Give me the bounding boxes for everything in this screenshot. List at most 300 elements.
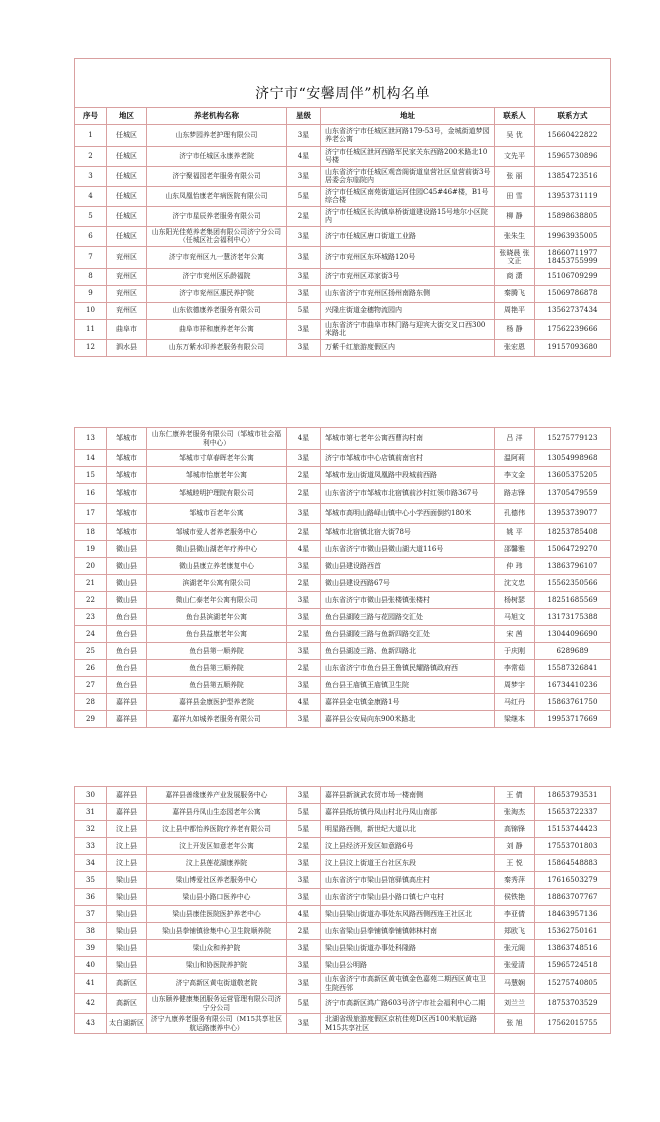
row-institution-name: 邹城市怡康老年公寓 bbox=[147, 467, 287, 484]
row-star-rating: 3星 bbox=[287, 124, 321, 146]
row-phone: 6289689 bbox=[535, 643, 611, 660]
row-phone: 16734410236 bbox=[535, 677, 611, 694]
row-contact-person: 马旭文 bbox=[495, 609, 535, 626]
row-star-rating: 3星 bbox=[287, 643, 321, 660]
row-phone: 15864548883 bbox=[535, 855, 611, 872]
row-region: 微山县 bbox=[107, 558, 147, 575]
row-region: 梁山县 bbox=[107, 889, 147, 906]
row-address: 万紫千红旅游度假区内 bbox=[321, 339, 495, 356]
row-region: 汶上县 bbox=[107, 855, 147, 872]
table-row bbox=[75, 643, 611, 660]
row-contact-person: 路志锋 bbox=[495, 484, 535, 504]
row-institution-name: 山东阳光佳苑养老集团有限公司济宁分公司（任城区社会福利中心） bbox=[147, 226, 287, 246]
row-address: 邹城市第七老年公寓西曹沟村南 bbox=[321, 428, 495, 450]
row-contact-person: 杨 静 bbox=[495, 319, 535, 339]
row-contact-person: 张元阁 bbox=[495, 940, 535, 957]
row-contact-person: 沈文忠 bbox=[495, 575, 535, 592]
table-row bbox=[75, 677, 611, 694]
row-phone: 15275740805 bbox=[535, 974, 611, 994]
row-phone: 13953739077 bbox=[535, 504, 611, 524]
row-contact-person: 张朱生 bbox=[495, 226, 535, 246]
row-region: 高新区 bbox=[107, 974, 147, 994]
row-phone: 15562350566 bbox=[535, 575, 611, 592]
row-star-rating: 3星 bbox=[287, 609, 321, 626]
row-phone: 13953731119 bbox=[535, 186, 611, 206]
column-header: 地区 bbox=[107, 107, 147, 124]
row-phone: 15898638805 bbox=[535, 206, 611, 226]
row-number: 30 bbox=[75, 787, 107, 804]
row-number: 27 bbox=[75, 677, 107, 694]
row-contact-person: 吴 优 bbox=[495, 124, 535, 146]
row-contact-person: 张爱清 bbox=[495, 957, 535, 974]
row-address: 济宁市任城区泄河西路军民家关东西路200米路北10号楼 bbox=[321, 146, 495, 166]
table-row bbox=[75, 124, 611, 146]
row-phone: 19953717669 bbox=[535, 711, 611, 728]
row-number: 8 bbox=[75, 268, 107, 285]
row-institution-name: 梁山众和养护院 bbox=[147, 940, 287, 957]
row-institution-name: 梁山县康佳医院医护养老中心 bbox=[147, 906, 287, 923]
row-address: 山东省济宁市任城区泄河路179-53号，金城街道梦园养老公寓 bbox=[321, 124, 495, 146]
row-number: 19 bbox=[75, 541, 107, 558]
row-address: 济宁市任城区长沟镇阜桥街道建设路15号地尔小区院内 bbox=[321, 206, 495, 226]
row-contact-person: 宋 茜 bbox=[495, 626, 535, 643]
row-star-rating: 3星 bbox=[287, 974, 321, 994]
row-region: 任城区 bbox=[107, 206, 147, 226]
table-row bbox=[75, 484, 611, 504]
row-phone: 15153744423 bbox=[535, 821, 611, 838]
table-row bbox=[75, 855, 611, 872]
row-star-rating: 3星 bbox=[287, 872, 321, 889]
row-star-rating: 4星 bbox=[287, 906, 321, 923]
row-address: 邹城市北宿镇北宿大街78号 bbox=[321, 524, 495, 541]
row-region: 嘉祥县 bbox=[107, 711, 147, 728]
row-institution-name: 邹城睦明护理院有限公司 bbox=[147, 484, 287, 504]
row-phone: 13054998968 bbox=[535, 450, 611, 467]
row-institution-name: 山东梦园养老护理有限公司 bbox=[147, 124, 287, 146]
row-address: 微山县建设西路67号 bbox=[321, 575, 495, 592]
row-phone: 18753703529 bbox=[535, 994, 611, 1014]
row-star-rating: 5星 bbox=[287, 994, 321, 1014]
row-contact-person: 秦腾飞 bbox=[495, 285, 535, 302]
header-row bbox=[75, 107, 611, 124]
row-institution-name: 济宁市星辰养老服务有限公司 bbox=[147, 206, 287, 226]
row-star-rating: 3星 bbox=[287, 940, 321, 957]
row-region: 兖州区 bbox=[107, 268, 147, 285]
row-address: 山东省济宁市鱼台县王鲁镇民耀路镇政府西 bbox=[321, 660, 495, 677]
table-row bbox=[75, 660, 611, 677]
row-star-rating: 2星 bbox=[287, 524, 321, 541]
row-institution-name: 济宁聚福园老年服务有限公司 bbox=[147, 166, 287, 186]
table-row bbox=[75, 940, 611, 957]
blank-row bbox=[75, 59, 611, 84]
row-phone: 17562015755 bbox=[535, 1014, 611, 1034]
row-contact-person: 张宏恩 bbox=[495, 339, 535, 356]
table-row bbox=[75, 787, 611, 804]
row-contact-person: 张 丽 bbox=[495, 166, 535, 186]
table-section-1 bbox=[74, 58, 611, 357]
row-region: 嘉祥县 bbox=[107, 787, 147, 804]
row-number: 6 bbox=[75, 226, 107, 246]
row-address: 微山县建设路西首 bbox=[321, 558, 495, 575]
row-address: 鱼台县湖陵三路与鱼新四路交汇处 bbox=[321, 626, 495, 643]
row-address: 明星路西侧，新世纪大道以北 bbox=[321, 821, 495, 838]
table-row bbox=[75, 146, 611, 166]
row-region: 鱼台县 bbox=[107, 660, 147, 677]
row-contact-person: 孔德伟 bbox=[495, 504, 535, 524]
row-phone: 15653722337 bbox=[535, 804, 611, 821]
row-number: 41 bbox=[75, 974, 107, 994]
row-region: 兖州区 bbox=[107, 246, 147, 268]
column-header: 星级 bbox=[287, 107, 321, 124]
row-number: 21 bbox=[75, 575, 107, 592]
row-region: 汶上县 bbox=[107, 838, 147, 855]
row-region: 鱼台县 bbox=[107, 626, 147, 643]
row-address: 汶上县经济开发区如意路6号 bbox=[321, 838, 495, 855]
row-address: 梁山县梁山街道办事处东风路西侧西连王社区北 bbox=[321, 906, 495, 923]
row-number: 24 bbox=[75, 626, 107, 643]
row-contact-person: 梁继本 bbox=[495, 711, 535, 728]
page-title: 济宁市“安馨周伴”机构名单 bbox=[75, 83, 611, 107]
table-row bbox=[75, 428, 611, 450]
row-region: 任城区 bbox=[107, 226, 147, 246]
row-contact-person: 田 雪 bbox=[495, 186, 535, 206]
row-institution-name: 嘉祥县金康医护型养老院 bbox=[147, 694, 287, 711]
row-number: 31 bbox=[75, 804, 107, 821]
table-row bbox=[75, 450, 611, 467]
row-institution-name: 曲阜市祥和康养老年公寓 bbox=[147, 319, 287, 339]
row-phone: 13705479559 bbox=[535, 484, 611, 504]
table-row bbox=[75, 524, 611, 541]
row-institution-name: 鱼台县第三顺养院 bbox=[147, 660, 287, 677]
row-region: 邹城市 bbox=[107, 450, 147, 467]
row-contact-person: 仲 玮 bbox=[495, 558, 535, 575]
row-region: 梁山县 bbox=[107, 923, 147, 940]
row-star-rating: 2星 bbox=[287, 923, 321, 940]
row-institution-name: 嘉祥县丹凤山生态园老年公寓 bbox=[147, 804, 287, 821]
row-number: 15 bbox=[75, 467, 107, 484]
row-star-rating: 3星 bbox=[287, 268, 321, 285]
table-row bbox=[75, 1014, 611, 1034]
row-region: 邹城市 bbox=[107, 467, 147, 484]
table-row bbox=[75, 541, 611, 558]
row-institution-name: 微山仁泰老年公寓有限公司 bbox=[147, 592, 287, 609]
row-address: 山东省济宁市曲阜市林门路与迎宾大街交叉口西300米路北 bbox=[321, 319, 495, 339]
row-number: 34 bbox=[75, 855, 107, 872]
row-region: 邹城市 bbox=[107, 524, 147, 541]
row-institution-name: 鱼台县第一顺养院 bbox=[147, 643, 287, 660]
row-institution-name: 济宁市任城区永康养老院 bbox=[147, 146, 287, 166]
row-contact-person: 柳 静 bbox=[495, 206, 535, 226]
row-region: 邹城市 bbox=[107, 504, 147, 524]
row-address: 山东省济宁市微山县微山湖大道116号 bbox=[321, 541, 495, 558]
row-region: 鱼台县 bbox=[107, 677, 147, 694]
table-row bbox=[75, 504, 611, 524]
row-institution-name: 微山县康立养老康复中心 bbox=[147, 558, 287, 575]
row-region: 邹城市 bbox=[107, 428, 147, 450]
row-address: 济宁市邹城市中心店镇前南官村 bbox=[321, 450, 495, 467]
row-number: 11 bbox=[75, 319, 107, 339]
row-number: 16 bbox=[75, 484, 107, 504]
row-contact-person: 李常茹 bbox=[495, 660, 535, 677]
row-region: 梁山县 bbox=[107, 940, 147, 957]
row-contact-person: 温阿莉 bbox=[495, 450, 535, 467]
row-star-rating: 3星 bbox=[287, 226, 321, 246]
row-star-rating: 5星 bbox=[287, 821, 321, 838]
row-star-rating: 3星 bbox=[287, 711, 321, 728]
row-phone: 13173175388 bbox=[535, 609, 611, 626]
row-number: 29 bbox=[75, 711, 107, 728]
row-star-rating: 3星 bbox=[287, 558, 321, 575]
row-address: 北湖省级旅游度假区京杭佳苑D区西100米航运路M15共享社区 bbox=[321, 1014, 495, 1034]
row-contact-person: 王 倩 bbox=[495, 787, 535, 804]
table-row bbox=[75, 906, 611, 923]
table-row bbox=[75, 558, 611, 575]
row-address: 山东省济宁市微山县张楼镇张楼村 bbox=[321, 592, 495, 609]
row-address: 梁山县梁山街道办事处科隆路 bbox=[321, 940, 495, 957]
row-contact-person: 姚 平 bbox=[495, 524, 535, 541]
row-star-rating: 2星 bbox=[287, 484, 321, 504]
row-contact-person: 张 旭 bbox=[495, 1014, 535, 1034]
column-header: 地址 bbox=[321, 107, 495, 124]
row-address: 嘉祥县新演武农贸市场一楼南侧 bbox=[321, 787, 495, 804]
row-phone: 15362750161 bbox=[535, 923, 611, 940]
row-region: 泗水县 bbox=[107, 339, 147, 356]
table-row bbox=[75, 226, 611, 246]
row-star-rating: 3星 bbox=[287, 889, 321, 906]
row-address: 汶上县汶上街道王台社区东段 bbox=[321, 855, 495, 872]
row-address: 嘉祥县公安局向东900米路北 bbox=[321, 711, 495, 728]
row-address: 嘉祥县金屯镇金康路1号 bbox=[321, 694, 495, 711]
table-row bbox=[75, 186, 611, 206]
row-contact-person: 郑欧飞 bbox=[495, 923, 535, 940]
table-row bbox=[75, 339, 611, 356]
row-institution-name: 嘉祥九如城养老服务有限公司 bbox=[147, 711, 287, 728]
row-contact-person: 刘兰兰 bbox=[495, 994, 535, 1014]
row-region: 任城区 bbox=[107, 146, 147, 166]
row-contact-person: 杨树瑟 bbox=[495, 592, 535, 609]
row-phone: 13863748516 bbox=[535, 940, 611, 957]
table-row bbox=[75, 246, 611, 268]
row-star-rating: 3星 bbox=[287, 787, 321, 804]
row-star-rating: 3星 bbox=[287, 246, 321, 268]
row-number: 42 bbox=[75, 994, 107, 1014]
row-contact-person: 高锦锋 bbox=[495, 821, 535, 838]
row-contact-person: 刘 静 bbox=[495, 838, 535, 855]
row-number: 26 bbox=[75, 660, 107, 677]
row-institution-name: 梁山县拳铺镇徐集中心卫生院顺养院 bbox=[147, 923, 287, 940]
row-institution-name: 鱼台县滨湖老年公寓 bbox=[147, 609, 287, 626]
row-phone: 18660711977 18453755999 bbox=[535, 246, 611, 268]
row-address: 山东省济宁市任城区观音阁街道皇营社区皇营前街3号居委会东临院内 bbox=[321, 166, 495, 186]
row-number: 25 bbox=[75, 643, 107, 660]
row-contact-person: 李亚倩 bbox=[495, 906, 535, 923]
row-phone: 17616503279 bbox=[535, 872, 611, 889]
row-star-rating: 3星 bbox=[287, 285, 321, 302]
table-row bbox=[75, 872, 611, 889]
table-row bbox=[75, 804, 611, 821]
row-contact-person: 马红丹 bbox=[495, 694, 535, 711]
row-address: 济宁市兖州区东环城路120号 bbox=[321, 246, 495, 268]
row-star-rating: 3星 bbox=[287, 592, 321, 609]
row-phone: 18653793531 bbox=[535, 787, 611, 804]
row-phone: 15106709299 bbox=[535, 268, 611, 285]
row-number: 36 bbox=[75, 889, 107, 906]
row-star-rating: 2星 bbox=[287, 467, 321, 484]
row-phone: 18463957136 bbox=[535, 906, 611, 923]
row-number: 23 bbox=[75, 609, 107, 626]
table-row bbox=[75, 626, 611, 643]
row-region: 鱼台县 bbox=[107, 609, 147, 626]
row-star-rating: 5星 bbox=[287, 302, 321, 319]
row-address: 鱼台县湖陵三路与花园路交汇处 bbox=[321, 609, 495, 626]
table-section-3 bbox=[74, 786, 611, 1034]
row-phone: 15965730896 bbox=[535, 146, 611, 166]
row-contact-person: 马慧娴 bbox=[495, 974, 535, 994]
row-contact-person: 周梦宇 bbox=[495, 677, 535, 694]
row-number: 13 bbox=[75, 428, 107, 450]
row-contact-person: 邵馨雅 bbox=[495, 541, 535, 558]
table-row bbox=[75, 694, 611, 711]
table-row bbox=[75, 838, 611, 855]
row-contact-person: 于庆刚 bbox=[495, 643, 535, 660]
column-header: 联系方式 bbox=[535, 107, 611, 124]
row-region: 鱼台县 bbox=[107, 643, 147, 660]
row-star-rating: 2星 bbox=[287, 660, 321, 677]
row-phone: 13044096690 bbox=[535, 626, 611, 643]
row-star-rating: 3星 bbox=[287, 339, 321, 356]
row-institution-name: 山东依德康养老服务有限公司 bbox=[147, 302, 287, 319]
row-number: 10 bbox=[75, 302, 107, 319]
row-phone: 15965724518 bbox=[535, 957, 611, 974]
row-institution-name: 山东颐养健康集团服务运营管理有限公司济宁分公司 bbox=[147, 994, 287, 1014]
row-region: 梁山县 bbox=[107, 872, 147, 889]
row-number: 12 bbox=[75, 339, 107, 356]
row-region: 任城区 bbox=[107, 166, 147, 186]
table-row bbox=[75, 592, 611, 609]
row-institution-name: 梁山博爱社区养老服务中心 bbox=[147, 872, 287, 889]
row-phone: 13863796107 bbox=[535, 558, 611, 575]
row-number: 9 bbox=[75, 285, 107, 302]
row-institution-name: 济宁市兖州区惠民养护院 bbox=[147, 285, 287, 302]
table-row bbox=[75, 889, 611, 906]
row-region: 梁山县 bbox=[107, 957, 147, 974]
row-number: 38 bbox=[75, 923, 107, 940]
row-number: 3 bbox=[75, 166, 107, 186]
row-institution-name: 鱼台县益康老年公寓 bbox=[147, 626, 287, 643]
row-address: 济宁市任城区唐口街道工业路 bbox=[321, 226, 495, 246]
row-star-rating: 4星 bbox=[287, 146, 321, 166]
row-star-rating: 3星 bbox=[287, 504, 321, 524]
row-institution-name: 邹城市百老年公寓 bbox=[147, 504, 287, 524]
row-institution-name: 济宁高新区黄屯街道敬老院 bbox=[147, 974, 287, 994]
row-star-rating: 3星 bbox=[287, 166, 321, 186]
row-region: 嘉祥县 bbox=[107, 804, 147, 821]
row-contact-person: 李文金 bbox=[495, 467, 535, 484]
row-phone: 15863761750 bbox=[535, 694, 611, 711]
row-contact-person: 周艳平 bbox=[495, 302, 535, 319]
row-address: 梁山县公明路 bbox=[321, 957, 495, 974]
row-address: 山东省济宁市梁山县馆驿镇高庄村 bbox=[321, 872, 495, 889]
table-row bbox=[75, 994, 611, 1014]
row-star-rating: 5星 bbox=[287, 186, 321, 206]
column-header: 序号 bbox=[75, 107, 107, 124]
row-address: 鱼台县湖凌三路、鱼新四路北 bbox=[321, 643, 495, 660]
row-star-rating: 3星 bbox=[287, 450, 321, 467]
row-institution-name: 山东万紫水印养老服务有限公司 bbox=[147, 339, 287, 356]
row-region: 兖州区 bbox=[107, 302, 147, 319]
row-number: 17 bbox=[75, 504, 107, 524]
row-institution-name: 山东凤凰怡康老年病医院有限公司 bbox=[147, 186, 287, 206]
table-row bbox=[75, 302, 611, 319]
title-row bbox=[75, 83, 611, 107]
row-phone: 19157093680 bbox=[535, 339, 611, 356]
table-row bbox=[75, 821, 611, 838]
row-region: 兖州区 bbox=[107, 285, 147, 302]
row-star-rating: 2星 bbox=[287, 575, 321, 592]
row-region: 任城区 bbox=[107, 186, 147, 206]
table-row bbox=[75, 467, 611, 484]
row-phone: 15275779123 bbox=[535, 428, 611, 450]
row-star-rating: 5星 bbox=[287, 804, 321, 821]
row-institution-name: 汶上开发区如意老年公寓 bbox=[147, 838, 287, 855]
row-number: 43 bbox=[75, 1014, 107, 1034]
row-number: 40 bbox=[75, 957, 107, 974]
row-address: 兴隆庄街道金穗物流园内 bbox=[321, 302, 495, 319]
row-institution-name: 汶上县莲花湖康养院 bbox=[147, 855, 287, 872]
row-number: 28 bbox=[75, 694, 107, 711]
row-address: 济宁市任城区南苑街道运河佳园C45#46#楼，B1号综合楼 bbox=[321, 186, 495, 206]
row-number: 1 bbox=[75, 124, 107, 146]
row-region: 微山县 bbox=[107, 575, 147, 592]
table-row bbox=[75, 319, 611, 339]
row-star-rating: 3星 bbox=[287, 677, 321, 694]
row-number: 14 bbox=[75, 450, 107, 467]
row-phone: 18253785408 bbox=[535, 524, 611, 541]
table-row bbox=[75, 575, 611, 592]
row-phone: 15064729270 bbox=[535, 541, 611, 558]
row-number: 33 bbox=[75, 838, 107, 855]
row-address: 山东省济宁市梁山县小路口镇七户屯村 bbox=[321, 889, 495, 906]
row-institution-name: 济宁市兖州区乐龄福院 bbox=[147, 268, 287, 285]
row-region: 微山县 bbox=[107, 541, 147, 558]
row-address: 嘉祥县纸坊镇丹凤山村北丹凤山南部 bbox=[321, 804, 495, 821]
row-region: 任城区 bbox=[107, 124, 147, 146]
row-institution-name: 济宁九康养老服务有限公司（M15共享社区航运路康养中心） bbox=[147, 1014, 287, 1034]
row-number: 7 bbox=[75, 246, 107, 268]
table-row bbox=[75, 166, 611, 186]
row-region: 汶上县 bbox=[107, 821, 147, 838]
row-contact-person: 王 悦 bbox=[495, 855, 535, 872]
row-contact-person: 秦秀萍 bbox=[495, 872, 535, 889]
row-number: 20 bbox=[75, 558, 107, 575]
row-number: 4 bbox=[75, 186, 107, 206]
row-region: 太白湖新区 bbox=[107, 1014, 147, 1034]
row-contact-person: 吕 洋 bbox=[495, 428, 535, 450]
row-region: 微山县 bbox=[107, 592, 147, 609]
row-institution-name: 汶上县中都怡养医院疗养老有限公司 bbox=[147, 821, 287, 838]
table-row bbox=[75, 957, 611, 974]
row-number: 39 bbox=[75, 940, 107, 957]
row-address: 山东省梁山县拳铺镇拳铺镇韩林村南 bbox=[321, 923, 495, 940]
row-star-rating: 3星 bbox=[287, 855, 321, 872]
row-region: 邹城市 bbox=[107, 484, 147, 504]
row-address: 鱼台县王庙镇王庙镇卫生院 bbox=[321, 677, 495, 694]
table-row bbox=[75, 206, 611, 226]
row-institution-name: 梁山县小路口医养中心 bbox=[147, 889, 287, 906]
row-region: 梁山县 bbox=[107, 906, 147, 923]
row-contact-person: 张晓晨 张文正 bbox=[495, 246, 535, 268]
row-institution-name: 嘉祥县善缘康养产业发展服务中心 bbox=[147, 787, 287, 804]
